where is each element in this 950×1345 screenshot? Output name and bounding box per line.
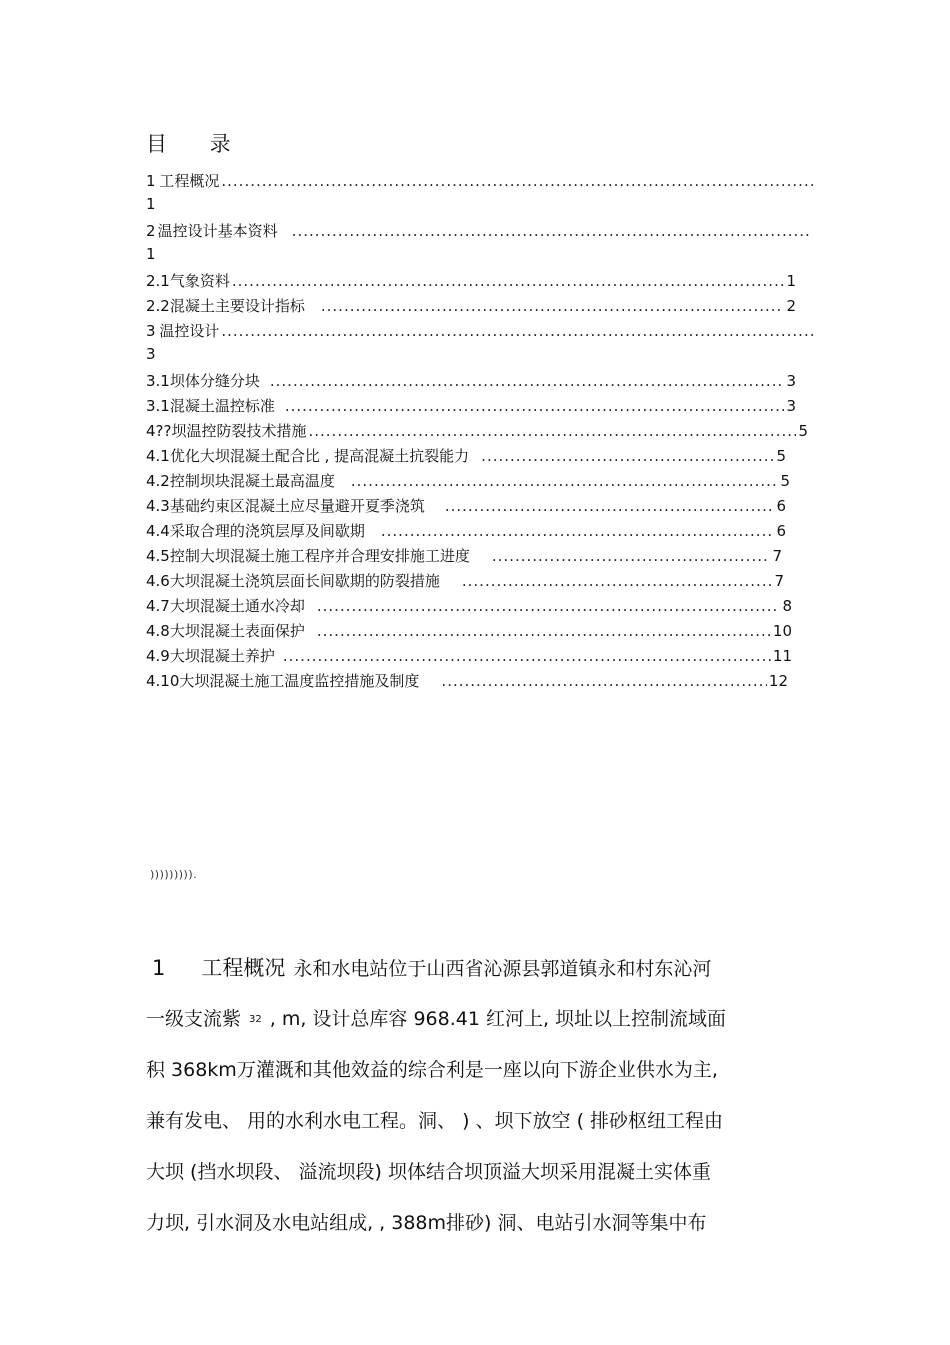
body-line-text: 一级支流紫: [146, 1008, 242, 1030]
toc-entry-page: 7: [772, 547, 782, 565]
toc-entry-page: 1: [146, 195, 156, 213]
toc-entry-page: 5: [776, 447, 786, 465]
toc-entry[interactable]: [146, 270, 818, 295]
toc-entry-title: 基础约束区混凝土应尽量避开夏季浇筑: [169, 497, 425, 515]
toc-entry-number: 4.3: [146, 497, 170, 515]
toc-leader-dots: [492, 547, 771, 565]
toc-entry-title: 控制大坝混凝土施工程序并合理安排施工进度: [169, 547, 470, 565]
toc-entry[interactable]: [146, 395, 818, 420]
superscript-text: 32: [249, 1013, 262, 1025]
toc-leader-dots: [221, 172, 816, 190]
toc-entry-page: 1: [146, 245, 156, 263]
toc-leader-dots: [317, 597, 781, 615]
toc-entry-title: 大坝混凝土表面保护: [169, 622, 305, 640]
toc-entry[interactable]: [146, 595, 818, 620]
toc-entry-number: 3.1: [146, 397, 170, 415]
toc-entry-page: 2: [786, 297, 796, 315]
toc-entry-number: 2.2: [146, 297, 170, 315]
toc-entry-page: 12: [768, 672, 788, 690]
toc-entry-page: 10: [772, 622, 792, 640]
toc-entry-number: 4.7: [146, 597, 170, 615]
body-line: 兼有发电、 用的水利水电工程。洞、 ) 、坝下放空 ( 排砂枢纽工程由: [146, 1110, 724, 1132]
body-text: [146, 948, 806, 1254]
body-line: 大坝 (挡水坝段、 溢流坝段) 坝体结合坝顶溢大坝采用混凝土实体重: [146, 1161, 711, 1183]
body-line: [146, 948, 806, 999]
toc-entry[interactable]: [146, 670, 818, 695]
toc-entry[interactable]: [146, 570, 818, 595]
section-heading-title: 工程概况: [201, 956, 286, 980]
toc-entry-page: 3: [786, 397, 796, 415]
toc-leader-dots: [232, 272, 785, 290]
toc-entry[interactable]: [146, 645, 818, 670]
toc-entry-number: 4.4: [146, 522, 170, 540]
toc-entry-title: 大坝混凝土养护: [169, 647, 275, 665]
toc-leader-dots: [381, 522, 775, 540]
toc-leader-dots: [285, 397, 785, 415]
toc-entry[interactable]: [146, 295, 818, 320]
toc-entry-page: 8: [782, 597, 792, 615]
toc-entry-title: 坝温控防裂技术措施: [171, 422, 307, 440]
toc-entry-number: 2: [146, 222, 156, 240]
toc-entry-page: 5: [780, 472, 790, 490]
toc-entry-page: 11: [772, 647, 792, 665]
toc-leader-dots: [441, 672, 766, 690]
toc-entry-title: 工程概况: [159, 172, 220, 190]
toc-entry-title: 混凝土主要设计指标: [169, 297, 305, 315]
toc-leader-dots: [221, 322, 816, 340]
toc-entry-page: 3: [146, 345, 156, 363]
body-line-text: , m, 设计总库容 968.41 红河上, 坝址以上控制流域面: [269, 1008, 727, 1030]
toc-entry[interactable]: [146, 420, 818, 445]
toc-leader-dots: [481, 447, 774, 465]
toc-entry-number: 4.8: [146, 622, 170, 640]
body-line: 力坝, 引水洞及水电站组成, , 388m排砂) 洞、电站引水洞等集中布: [146, 1212, 707, 1234]
body-line-text: 永和水电站位于山西省沁源县郭道镇永和村东沁河: [293, 958, 712, 980]
toc-entry-page: 6: [776, 497, 786, 515]
toc-entry-number: 4.5: [146, 547, 170, 565]
toc-entry-number: 4??: [146, 422, 172, 440]
toc-entry-number: 3.1: [146, 372, 170, 390]
toc-entry[interactable]: [146, 495, 818, 520]
toc-entry-title: 坝体分缝分块: [169, 372, 260, 390]
body-line: 积 368km万灌溉和其他效益的综合利是一座以向下游企业供水为主,: [146, 1059, 718, 1081]
toc-entry-title: 采取合理的浇筑层厚及间歇期: [169, 522, 365, 540]
stray-marks: ))))))))).: [150, 868, 198, 881]
toc-leader-dots: [317, 622, 771, 640]
toc-leader-dots: [283, 647, 771, 665]
toc-entry-title: 大坝混凝土通水冷却: [169, 597, 305, 615]
toc-entry-title: 控制坝块混凝土最高温度: [169, 472, 335, 490]
toc-leader-dots: [462, 572, 773, 590]
toc-entry-page: 3: [786, 372, 796, 390]
toc-leader-dots: [308, 422, 796, 440]
toc-entry-title: 大坝混凝土施工温度监控措施及制度: [179, 672, 420, 690]
toc-leader-dots: [445, 497, 775, 515]
toc-leader-dots: [321, 297, 785, 315]
toc-entry[interactable]: [146, 170, 818, 195]
toc-entry-title: 混凝土温控标准: [169, 397, 275, 415]
toc-entry-number: 3: [146, 322, 156, 340]
toc-entry[interactable]: [146, 445, 818, 470]
toc-leader-dots: [351, 472, 779, 490]
toc-entry[interactable]: [146, 320, 818, 345]
toc-entry-title: 优化大坝混凝土配合比 , 提高混凝土抗裂能力: [169, 447, 470, 465]
toc-entry-page: 6: [776, 522, 786, 540]
toc-entry-number: 4.9: [146, 647, 170, 665]
toc-entry-number: 2.1: [146, 272, 170, 290]
toc-entry-page: 1: [786, 272, 796, 290]
toc-entry-number: 4.6: [146, 572, 170, 590]
toc-entry-title: 温控设计基本资料: [157, 222, 278, 240]
toc-entry-page: 5: [798, 422, 808, 440]
toc-entry-title: 温控设计: [159, 322, 220, 340]
toc-entry-number: 4.10: [146, 672, 180, 690]
toc-leader-dots: [270, 372, 785, 390]
toc-entry-number: 1: [146, 172, 156, 190]
toc-entry-title: 气象资料: [169, 272, 230, 290]
toc-entry-number: 4.1: [146, 447, 170, 465]
table-of-contents: [146, 170, 818, 695]
toc-leader-dots: [292, 222, 810, 240]
toc-entry-page: 7: [774, 572, 784, 590]
toc-entry[interactable]: [146, 370, 818, 395]
toc-entry[interactable]: [146, 520, 818, 545]
toc-entry[interactable]: [146, 470, 818, 495]
toc-title: 目 录: [146, 132, 249, 156]
toc-entry-number: 4.2: [146, 472, 170, 490]
section-heading-number: 1: [152, 956, 166, 980]
toc-entry[interactable]: [146, 220, 818, 245]
toc-entry[interactable]: [146, 620, 818, 645]
body-line: [146, 999, 806, 1050]
toc-entry[interactable]: [146, 545, 818, 570]
toc-entry-title: 大坝混凝土浇筑层面长间歇期的防裂措施: [169, 572, 440, 590]
